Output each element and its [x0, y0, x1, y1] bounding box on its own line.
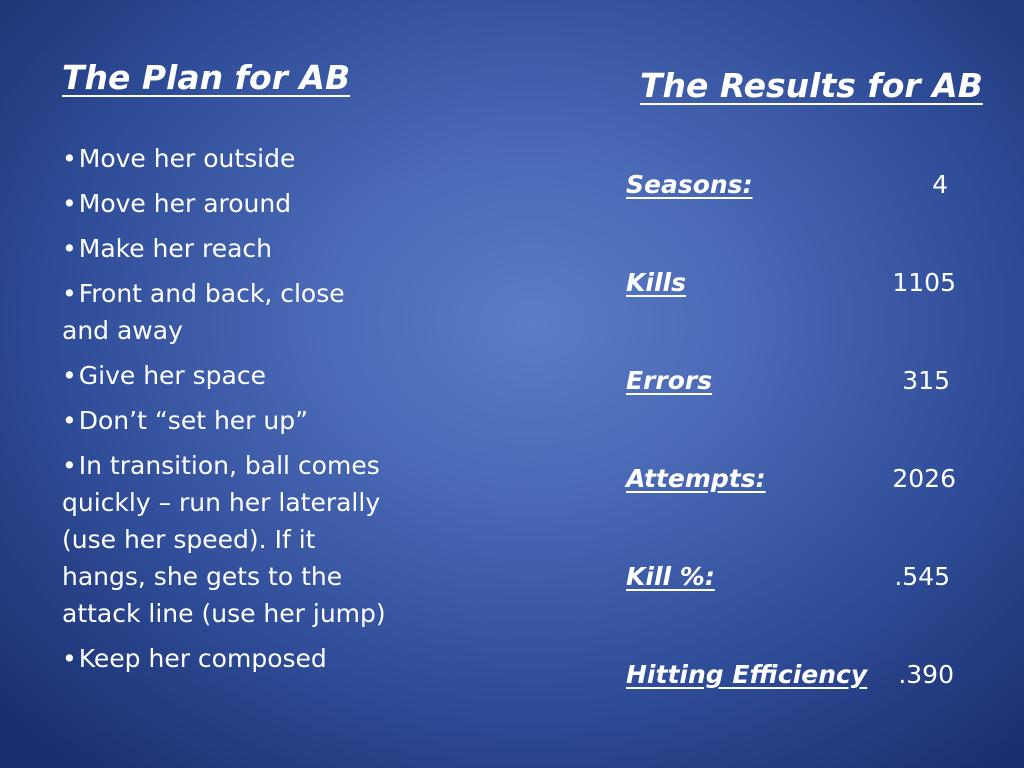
stat-label: Kill %: — [626, 562, 715, 591]
plan-item — [62, 230, 392, 267]
bullet-icon: • — [62, 234, 77, 263]
stat-row-kills — [626, 268, 956, 366]
plan-item-text: Make her reach — [78, 234, 273, 263]
plan-item — [62, 185, 392, 222]
bullet-icon: • — [62, 189, 77, 218]
bullet-icon: • — [62, 144, 77, 173]
plan-item — [62, 447, 392, 632]
stat-row-kill-percent — [626, 562, 956, 660]
plan-item — [62, 275, 392, 349]
bullet-icon: • — [62, 451, 77, 480]
stat-row-attempts — [626, 464, 956, 562]
stat-label: Kills — [626, 268, 686, 297]
plan-item — [62, 640, 392, 677]
stat-value: 315 — [902, 366, 950, 395]
bullet-icon: • — [62, 361, 77, 390]
stat-row-hitting-efficiency — [626, 660, 956, 758]
plan-item-text: Front and back, close and away — [62, 279, 345, 345]
stat-label: Errors — [626, 366, 713, 395]
plan-title: The Plan for AB — [62, 58, 351, 97]
plan-list — [62, 140, 392, 685]
stat-label: Attempts: — [626, 464, 766, 493]
stat-row-seasons — [626, 170, 956, 268]
plan-item — [62, 140, 392, 177]
plan-item-text: Give her space — [78, 361, 266, 390]
plan-item-text: Don’t “set her up” — [78, 406, 309, 435]
stat-value: 1105 — [892, 268, 956, 297]
stat-label: Seasons: — [626, 170, 753, 199]
bullet-icon: • — [62, 644, 77, 673]
plan-item — [62, 357, 392, 394]
stat-label: Hitting Efficiency — [626, 660, 868, 689]
plan-item-text: In transition, ball comes quickly – run her laterally (use her speed). If it hangs, she gets to the attack line (use her jump) — [62, 451, 386, 628]
results-title: The Results for AB — [640, 66, 983, 105]
results-stats — [626, 170, 956, 758]
stat-value: 4 — [932, 170, 948, 199]
bullet-icon: • — [62, 279, 77, 308]
stat-value: 2026 — [892, 464, 956, 493]
stat-value: .390 — [898, 660, 954, 689]
bullet-icon: • — [62, 406, 77, 435]
stat-row-errors — [626, 366, 956, 464]
stat-value: .545 — [894, 562, 950, 591]
plan-item-text: Move her around — [78, 189, 292, 218]
plan-item-text: Keep her composed — [78, 644, 327, 673]
plan-item-text: Move her outside — [78, 144, 296, 173]
plan-item — [62, 402, 392, 439]
